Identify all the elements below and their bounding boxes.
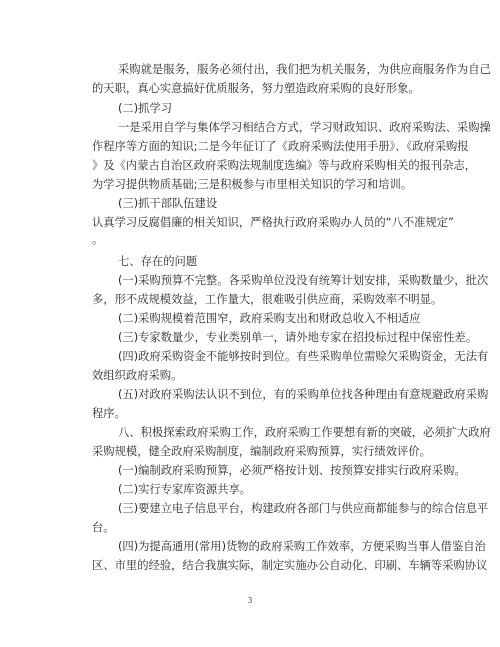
text-line: 效组织政府采购。 [92,369,183,382]
text-line: (二)采购规模着范围窄，政府采购支出和财政总收入不相适应 [118,312,421,325]
section-heading: (三)抓干部队伍建设 [118,197,218,210]
text-line: (三)要建立电子信息平台，构建政府各部门与供应商都能参与的综合信息平 [118,502,489,515]
section-heading: 七、存在的问题 [118,255,198,268]
text-line: 区、市里的经验，结合我旗实际，制定实施办公自动化、印刷、车辆等采购协议 [92,559,488,572]
text-line: (四)政府采购资金不能够按时到位。有些采购单位需赊欠采购资金，无法有 [118,350,489,363]
text-line: 采购就是服务，服务必须付出，我们把为机关服务，为供应商服务作为自己 [118,63,491,76]
text-line: 为学习提供物质基础;三是积极参与市里相关知识的学习和培训。 [92,178,413,191]
text-line: (一)编制政府采购预算，必须严格按计划、按预算安排实行政府采购。 [118,464,466,477]
text-line: (一)采购预算不完整。各采购单位没没有统筹计划安排，采购数量少，批次 [118,274,489,287]
text-line: (四)为提高通用(常用)货物的政府采购工作效率，方便采购当事人借鉴自治 [118,540,486,553]
text-line: 认真学习反腐倡廉的相关知识，严格执行政府采购办人员的“八不准规定” [92,216,454,229]
text-line: 》及《内蒙古自治区政府采购法规制度选编》等与政府采购相关的报刊杂志， [92,159,477,172]
text-line: 多，形不成规模效益，工作量大，很难吸引供应商，采购效率不明显。 [92,293,443,306]
text-line: 。 [92,233,104,246]
section-heading: (二)抓学习 [118,102,173,115]
text-line: 采购规模，健全政府采购制度，编制政府采购预算，实行绩效评价。 [92,445,431,458]
text-line: 的天职，真心实意搞好优质服务，努力塑造政府采购的良好形象。 [92,82,420,95]
text-line: (三)专家数量少，专业类别单一，请外地专家在招投标过程中保密性差。 [118,331,478,344]
text-line: (五)对政府采购法认识不到位，有的采购单位找各种理由有意规避政府采购 [118,388,489,401]
text-line: 台。 [92,521,115,534]
text-line: 作程序等方面的知识;二是今年征订了《政府采购法使用手册》、《政府采购报 [92,140,469,153]
text-line: 程序。 [92,407,126,420]
text-line: 一是采用自学与集体学习相结合方式，学习财政知识、政府采购法、采购操 [118,121,491,134]
text-line: (二)实行专家库资源共享。 [118,483,252,496]
page-number: 3 [247,596,253,605]
section-heading: 八、积极探索政府采购工作，政府采购工作要想有新的突破，必须扩大政府 [118,426,491,439]
